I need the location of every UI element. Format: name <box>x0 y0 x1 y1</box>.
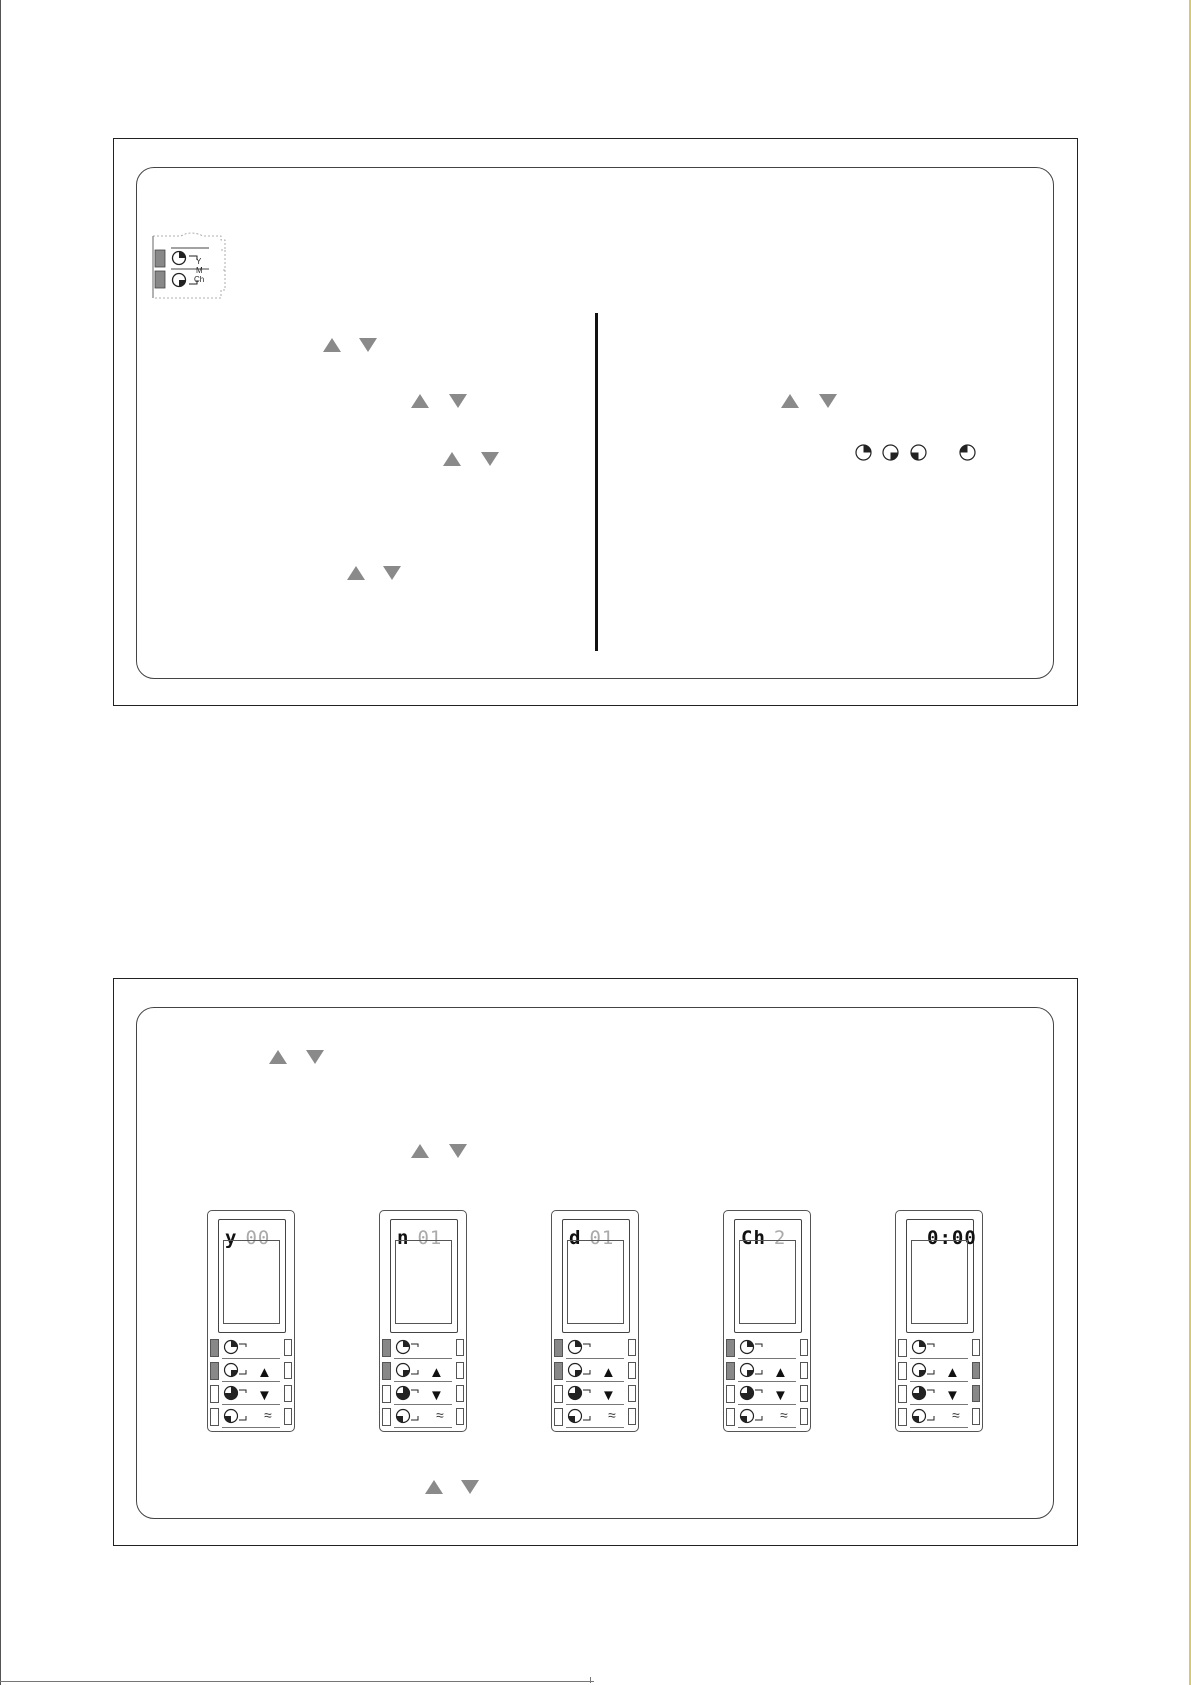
page-border-left <box>0 0 1 1685</box>
lcd-screen <box>739 1240 796 1324</box>
down-arrow-icon <box>819 394 837 408</box>
lcd-display <box>734 1219 802 1333</box>
side-button <box>972 1339 980 1356</box>
timer-icon <box>911 1362 939 1380</box>
side-button <box>628 1362 636 1379</box>
button-divider <box>394 1404 452 1405</box>
side-button <box>800 1408 808 1425</box>
lcd-display <box>390 1219 458 1333</box>
side-button <box>456 1362 464 1379</box>
lcd-value: 0:00 <box>927 1227 977 1249</box>
down-arrow-icon <box>359 338 377 352</box>
side-button <box>800 1339 808 1356</box>
button-divider <box>394 1358 452 1359</box>
timer-icon <box>395 1362 423 1380</box>
button-divider <box>222 1358 280 1359</box>
button <box>726 1385 735 1403</box>
timer-icon <box>911 1385 939 1403</box>
down-arrow-icon: ▼ <box>429 1387 444 1404</box>
button-divider <box>566 1404 624 1405</box>
fan-icon: ≈ <box>264 1407 272 1423</box>
up-arrow-icon <box>323 338 341 352</box>
remote-button-row <box>898 1406 980 1429</box>
up-arrow-icon <box>411 394 429 408</box>
lcd-screen <box>395 1240 452 1324</box>
lcd-mode-label: Ch <box>741 1227 766 1249</box>
timer-icon <box>567 1362 595 1380</box>
lcd-mode-label: n <box>397 1227 410 1249</box>
button <box>898 1339 907 1357</box>
down-arrow-icon: ▼ <box>601 1387 616 1404</box>
timer-icon <box>911 1408 939 1426</box>
instruction-panel-top <box>113 138 1078 706</box>
side-button <box>284 1408 292 1425</box>
lcd-screen <box>567 1240 624 1324</box>
remote-button-row <box>898 1383 980 1406</box>
remote-control-5 <box>895 1210 983 1432</box>
remote-button-row <box>210 1383 292 1406</box>
remote-button-row <box>210 1360 292 1383</box>
instruction-panel-top-frame <box>136 167 1054 679</box>
side-button <box>800 1385 808 1402</box>
down-arrow-icon <box>449 394 467 408</box>
down-arrow-icon: ▼ <box>257 1387 272 1404</box>
up-arrow-icon: ▲ <box>773 1364 788 1381</box>
remote-button-row <box>210 1337 292 1360</box>
timer-icon <box>395 1408 423 1426</box>
side-button <box>628 1339 636 1356</box>
remote-button-row <box>554 1406 636 1429</box>
timer-icon <box>739 1339 767 1357</box>
side-button <box>284 1385 292 1402</box>
snippet-label-y: Y <box>196 257 202 266</box>
button-divider <box>910 1404 968 1405</box>
button <box>210 1408 219 1426</box>
up-arrow-icon: ▲ <box>257 1364 272 1381</box>
button-divider <box>566 1427 624 1428</box>
lcd-value: 2 <box>773 1227 787 1249</box>
instruction-panel-bottom <box>113 978 1078 1546</box>
side-button <box>800 1362 808 1379</box>
button <box>726 1408 735 1426</box>
timer-3-icon <box>910 444 927 461</box>
pressed-button <box>554 1362 563 1380</box>
timer-icon <box>223 1408 251 1426</box>
up-arrow-icon <box>781 394 799 408</box>
timer-icon <box>223 1362 251 1380</box>
remote-button-row <box>726 1337 808 1360</box>
button-divider <box>738 1381 796 1382</box>
pressed-button <box>382 1339 391 1357</box>
timer-icon <box>739 1385 767 1403</box>
button-divider <box>566 1358 624 1359</box>
button-divider <box>738 1358 796 1359</box>
remote-control-2 <box>379 1210 467 1432</box>
lcd-screen <box>911 1240 968 1324</box>
remote-button-row <box>726 1406 808 1429</box>
side-button <box>456 1385 464 1402</box>
timer-icon <box>567 1408 595 1426</box>
timer-4-icon <box>959 444 976 461</box>
side-button <box>628 1385 636 1402</box>
up-arrow-icon: ▲ <box>429 1364 444 1381</box>
button-divider <box>910 1427 968 1428</box>
remote-button-row <box>898 1360 980 1383</box>
snippet-label-m: M <box>196 266 203 275</box>
pressed-side-button <box>972 1362 980 1379</box>
button <box>382 1385 391 1403</box>
lcd-value: 01 <box>417 1227 443 1249</box>
column-divider <box>595 313 598 651</box>
page-fold-mark <box>590 1677 595 1683</box>
remote-button-row <box>382 1383 464 1406</box>
pressed-button <box>382 1362 391 1380</box>
remote-button-row <box>382 1406 464 1429</box>
timer-icon <box>223 1385 251 1403</box>
timer-icon <box>739 1408 767 1426</box>
pressed-side-button <box>972 1385 980 1402</box>
remote-button-row <box>726 1383 808 1406</box>
timer-1-icon <box>855 444 872 461</box>
pressed-button <box>210 1339 219 1357</box>
side-button <box>456 1408 464 1425</box>
side-button <box>284 1362 292 1379</box>
fan-icon: ≈ <box>608 1407 616 1423</box>
remote-button-row <box>382 1337 464 1360</box>
button-divider <box>222 1427 280 1428</box>
pressed-button <box>554 1339 563 1357</box>
remote-control-4 <box>723 1210 811 1432</box>
button-divider <box>222 1404 280 1405</box>
remote-snippet-illustration <box>151 226 231 304</box>
up-arrow-icon: ▲ <box>601 1364 616 1381</box>
down-arrow-icon <box>383 566 401 580</box>
pressed-button <box>726 1362 735 1380</box>
side-button <box>284 1339 292 1356</box>
remote-button-row <box>210 1406 292 1429</box>
timer-icon <box>567 1339 595 1357</box>
timer-icon <box>911 1339 939 1357</box>
button-divider <box>394 1381 452 1382</box>
snippet-label-ch: Ch <box>194 275 205 284</box>
button-divider <box>738 1404 796 1405</box>
fan-icon: ≈ <box>436 1407 444 1423</box>
button <box>382 1408 391 1426</box>
pressed-button <box>210 1362 219 1380</box>
button <box>898 1408 907 1426</box>
remote-button-row <box>554 1383 636 1406</box>
button-divider <box>566 1381 624 1382</box>
button-divider <box>394 1427 452 1428</box>
remote-display-sequence <box>137 1008 1055 1520</box>
up-arrow-icon <box>443 452 461 466</box>
instruction-panel-bottom-frame <box>136 1007 1054 1519</box>
button <box>898 1362 907 1380</box>
fan-icon: ≈ <box>952 1407 960 1423</box>
down-arrow-icon: ▼ <box>773 1387 788 1404</box>
button <box>210 1385 219 1403</box>
timer-2-icon <box>882 444 899 461</box>
button-divider <box>910 1358 968 1359</box>
lcd-mode-label: d <box>569 1227 582 1249</box>
lcd-value: 01 <box>589 1227 615 1249</box>
remote-button-row <box>554 1337 636 1360</box>
up-arrow-icon <box>347 566 365 580</box>
page-footer-line <box>0 1681 594 1682</box>
lcd-display <box>218 1219 286 1333</box>
button-divider <box>738 1427 796 1428</box>
button-divider <box>910 1381 968 1382</box>
pressed-button <box>726 1339 735 1357</box>
remote-button-row <box>554 1360 636 1383</box>
button <box>554 1385 563 1403</box>
remote-control-3 <box>551 1210 639 1432</box>
side-button <box>456 1339 464 1356</box>
lcd-screen <box>223 1240 280 1324</box>
lcd-display <box>562 1219 630 1333</box>
lcd-value: 00 <box>245 1227 271 1249</box>
timer-icon <box>567 1385 595 1403</box>
down-arrow-icon <box>481 452 499 466</box>
button <box>554 1408 563 1426</box>
side-button <box>628 1408 636 1425</box>
timer-icon <box>223 1339 251 1357</box>
lcd-mode-label: y <box>225 1227 238 1249</box>
side-button <box>972 1408 980 1425</box>
timer-icon <box>395 1339 423 1357</box>
timer-icon <box>739 1362 767 1380</box>
remote-button-row <box>726 1360 808 1383</box>
button <box>898 1385 907 1403</box>
up-arrow-icon: ▲ <box>945 1364 960 1381</box>
lcd-display <box>906 1219 977 1333</box>
remote-button-row <box>898 1337 980 1360</box>
timer-icon <box>395 1385 423 1403</box>
fan-icon: ≈ <box>780 1407 788 1423</box>
button-divider <box>222 1381 280 1382</box>
remote-control-1 <box>207 1210 295 1432</box>
down-arrow-icon: ▼ <box>945 1387 960 1404</box>
remote-button-row <box>382 1360 464 1383</box>
